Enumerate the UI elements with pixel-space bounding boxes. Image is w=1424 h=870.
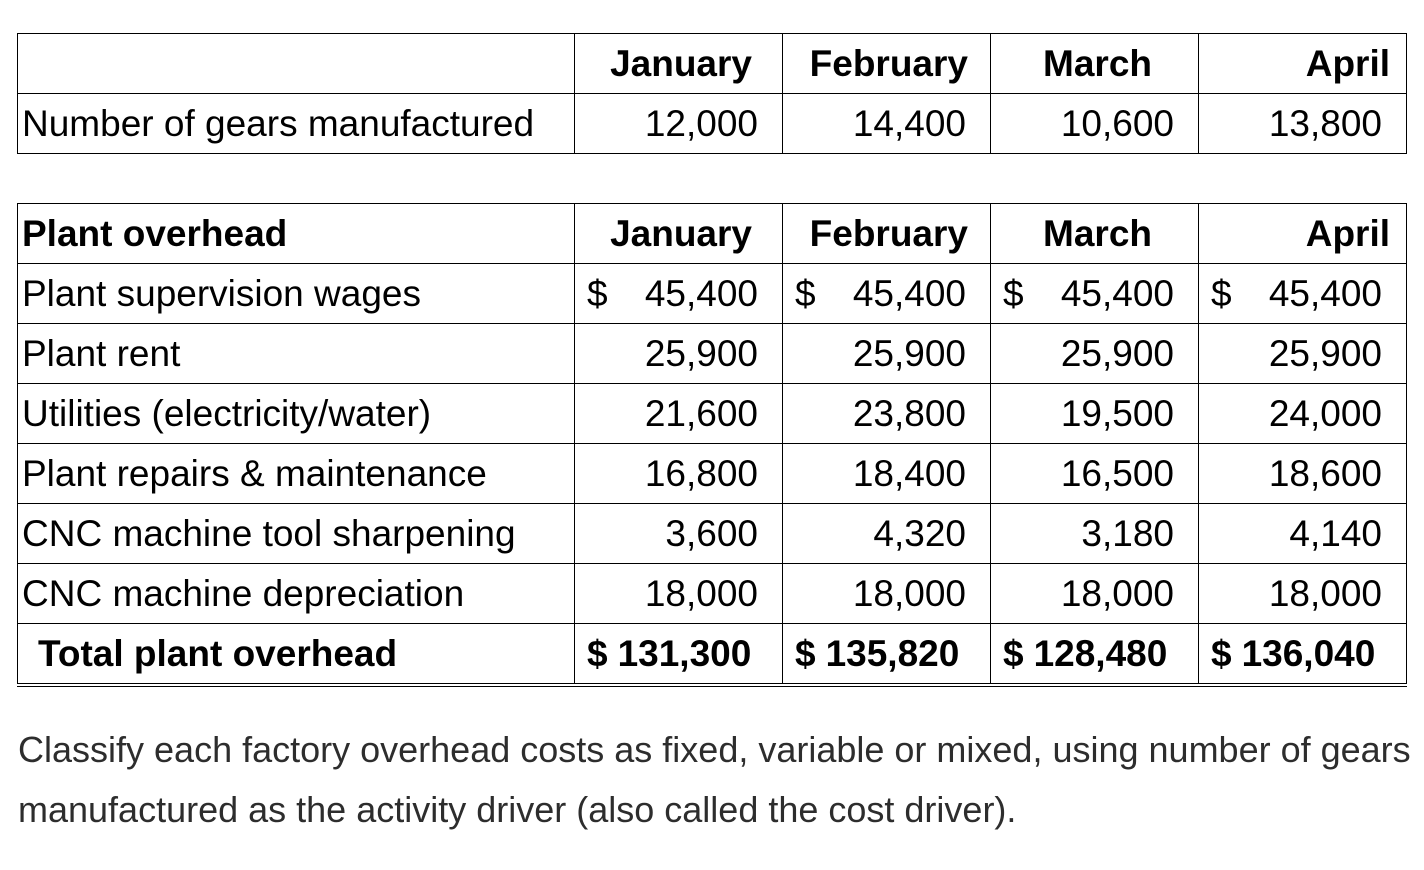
total-cell (1199, 624, 1407, 686)
cost-value: 18,000 (1199, 564, 1407, 624)
row-label: Plant repairs & maintenance (18, 444, 575, 504)
currency-symbol: $ (795, 273, 816, 314)
cost-cell (991, 264, 1199, 324)
overhead-row-repairs (18, 444, 1407, 504)
row-label: CNC machine depreciation (18, 564, 575, 624)
cost-value: 21,600 (575, 384, 783, 444)
row-label: CNC machine tool sharpening (18, 504, 575, 564)
currency-symbol: $ (587, 273, 608, 314)
row-label: Utilities (electricity/water) (18, 384, 575, 444)
gears-value: 10,600 (991, 94, 1199, 154)
cost-value: 18,600 (1199, 444, 1407, 504)
total-cell (783, 624, 991, 686)
total-value: 135,820 (825, 633, 960, 674)
cost-value: 18,400 (783, 444, 991, 504)
total-value: 131,300 (617, 633, 752, 674)
total-value: 136,040 (1241, 633, 1376, 674)
cost-value: 25,900 (575, 324, 783, 384)
gears-value: 13,800 (1199, 94, 1407, 154)
cost-value: 25,900 (1199, 324, 1407, 384)
gears-value: 14,400 (783, 94, 991, 154)
overhead-row-utilities (18, 384, 1407, 444)
cost-value: 23,800 (783, 384, 991, 444)
overhead-header-month: April (1199, 204, 1407, 264)
cost-value: 16,800 (575, 444, 783, 504)
overhead-header-month: January (575, 204, 783, 264)
cost-value: 3,600 (575, 504, 783, 564)
cost-cell (783, 264, 991, 324)
cost-value: 18,000 (991, 564, 1199, 624)
total-label: Total plant overhead (18, 624, 575, 686)
total-cell (991, 624, 1199, 686)
gears-value: 12,000 (575, 94, 783, 154)
cost-value: 25,900 (991, 324, 1199, 384)
total-cell (575, 624, 783, 686)
currency-symbol: $ (1003, 633, 1024, 674)
cost-value: 25,900 (783, 324, 991, 384)
row-label: Plant supervision wages (18, 264, 575, 324)
cost-value: 18,000 (575, 564, 783, 624)
cost-value: 4,320 (783, 504, 991, 564)
cost-value: 24,000 (1199, 384, 1407, 444)
gears-header-month: April (1199, 34, 1407, 94)
overhead-header-month: February (783, 204, 991, 264)
overhead-row-depreciation (18, 564, 1407, 624)
gears-row-label: Number of gears manufactured (18, 94, 575, 154)
currency-symbol: $ (1003, 273, 1024, 314)
cost-value: 45,400 (1268, 273, 1382, 314)
cost-value: 16,500 (991, 444, 1199, 504)
gears-header-blank (18, 34, 575, 94)
currency-symbol: $ (1211, 273, 1232, 314)
gears-row (18, 94, 1407, 154)
overhead-row-supervision (18, 264, 1407, 324)
overhead-row-rent (18, 324, 1407, 384)
gears-header-row (18, 34, 1407, 94)
currency-symbol: $ (1211, 633, 1232, 674)
cost-value: 4,140 (1199, 504, 1407, 564)
cost-cell (1199, 264, 1407, 324)
cost-value: 45,400 (644, 273, 758, 314)
gears-header-month: March (991, 34, 1199, 94)
overhead-header-month: March (991, 204, 1199, 264)
row-label: Plant rent (18, 324, 575, 384)
overhead-header-row (18, 204, 1407, 264)
overhead-total-row (18, 624, 1407, 686)
cost-value: 45,400 (852, 273, 966, 314)
overhead-table (17, 203, 1407, 687)
gears-table (17, 33, 1407, 154)
instruction-text: Classify each factory overhead costs as fixed, variable or mixed, using number of gears manufactured as the activity driver (also called the cost driver). (18, 729, 1411, 830)
overhead-row-tool-sharpening (18, 504, 1407, 564)
total-value: 128,480 (1033, 633, 1168, 674)
gears-header-month: January (575, 34, 783, 94)
cost-value: 19,500 (991, 384, 1199, 444)
cost-cell (575, 264, 783, 324)
overhead-title: Plant overhead (18, 204, 575, 264)
cost-value: 3,180 (991, 504, 1199, 564)
cost-value: 18,000 (783, 564, 991, 624)
currency-symbol: $ (795, 633, 816, 674)
cost-value: 45,400 (1060, 273, 1174, 314)
gears-header-month: February (783, 34, 991, 94)
currency-symbol: $ (587, 633, 608, 674)
